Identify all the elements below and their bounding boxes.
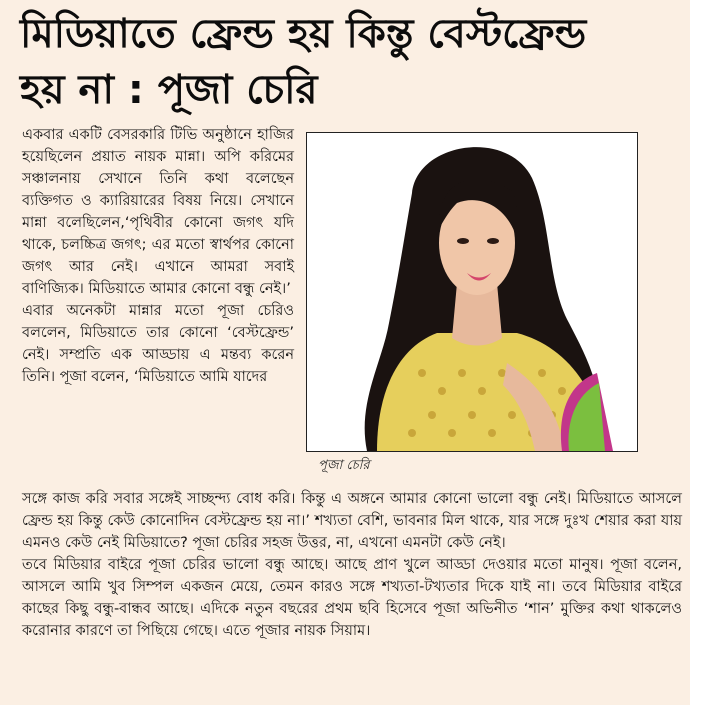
portrait-photo [306,132,638,452]
headline-line-1: মিডিয়াতে ফ্রেন্ড হয় কিন্তু বেস্টফ্রেন্ড [20,11,587,57]
headline-line-2: হয় না : পূজা চেরি [20,67,318,113]
article-column-text [22,124,294,388]
column-paragraph-1: একবার একটি বেসরকারি টিভি অনুষ্ঠানে হাজির হয়েছিলেন প্রয়াত নায়ক মান্না। অপি করিমের সঞ্চালনায় সেখানে তিনি কথা বলেছেন ব্যক্তিগত ও ক্যারিয়ারের বিষয় নিয়ে। সেখানে মান্না বলেছিলেন,‘পৃথিবীর কোনো জগৎ যদি থাকে, চলচ্চিত্র জগৎ; এর মতো স্বার্থপর কোনো জগৎ আর নেই। এখানে আমরা সবাই বাণিজ্যিক। মিডিয়াতে আমার কোনো বন্ধু নেই।’ [22,127,294,297]
photo-caption: পূজা চেরি [318,458,370,473]
article-full-width-text [22,488,682,642]
column-paragraph-2: এবার অনেকটা মান্নার মতো পূজা চেরিও বললেন, মিডিয়াতে তার কোনো ‘বেস্টফ্রেন্ড’ নেই। সম্প্রতি এক আড্ডায় এ মন্তব্য করেন তিনি। পূজা বলেন, ‘মিডিয়াতে আমি যাদের [22,303,294,385]
portrait-illustration [307,133,637,451]
headline [20,6,680,118]
full-paragraph-2: তবে মিডিয়ার বাইরে পূজা চেরির ভালো বন্ধু আছে। আছে প্রাণ খুলে আড্ডা দেওয়ার মতো মানুষ। পূজা বলেন, আসলে আমি খুব সিম্পল একজন মেয়ে, তেমন কারও সঙ্গে শখ্যতা-টখ্যতার দিকে যাই না। তবে মিডিয়ার বাইরে কাছের কিছু বন্ধু-বান্ধব আছে। এদিকে নতুন বছরের প্রথম ছবি হিসেবে পূজা অভিনীত ‘শান’ মুক্তির কথা থাকলেও করোনার কারণে তা পিছিয়ে গেছে। এতে পূজার নায়ক সিয়াম। [22,557,682,639]
full-paragraph-1: সঙ্গে কাজ করি সবার সঙ্গেই সাচ্ছন্দ্য বোধ করি। কিন্তু এ অঙ্গনে আমার কোনো ভালো বন্ধু নেই। মিডিয়াতে আসলে ফ্রেন্ড হয় কিন্তু কেউ কোনোদিন বেস্টফ্রেন্ড হয় না।’ শখ্যতা বেশি, ভাবনার মিল থাকে, যার সঙ্গে দুঃখ শেয়ার করা যায় এমনও কেউ নেই মিডিয়াতে? পূজা চেরির সহজ উত্তর, না, এখনো এমনটা কেউ নেই। [22,491,682,551]
